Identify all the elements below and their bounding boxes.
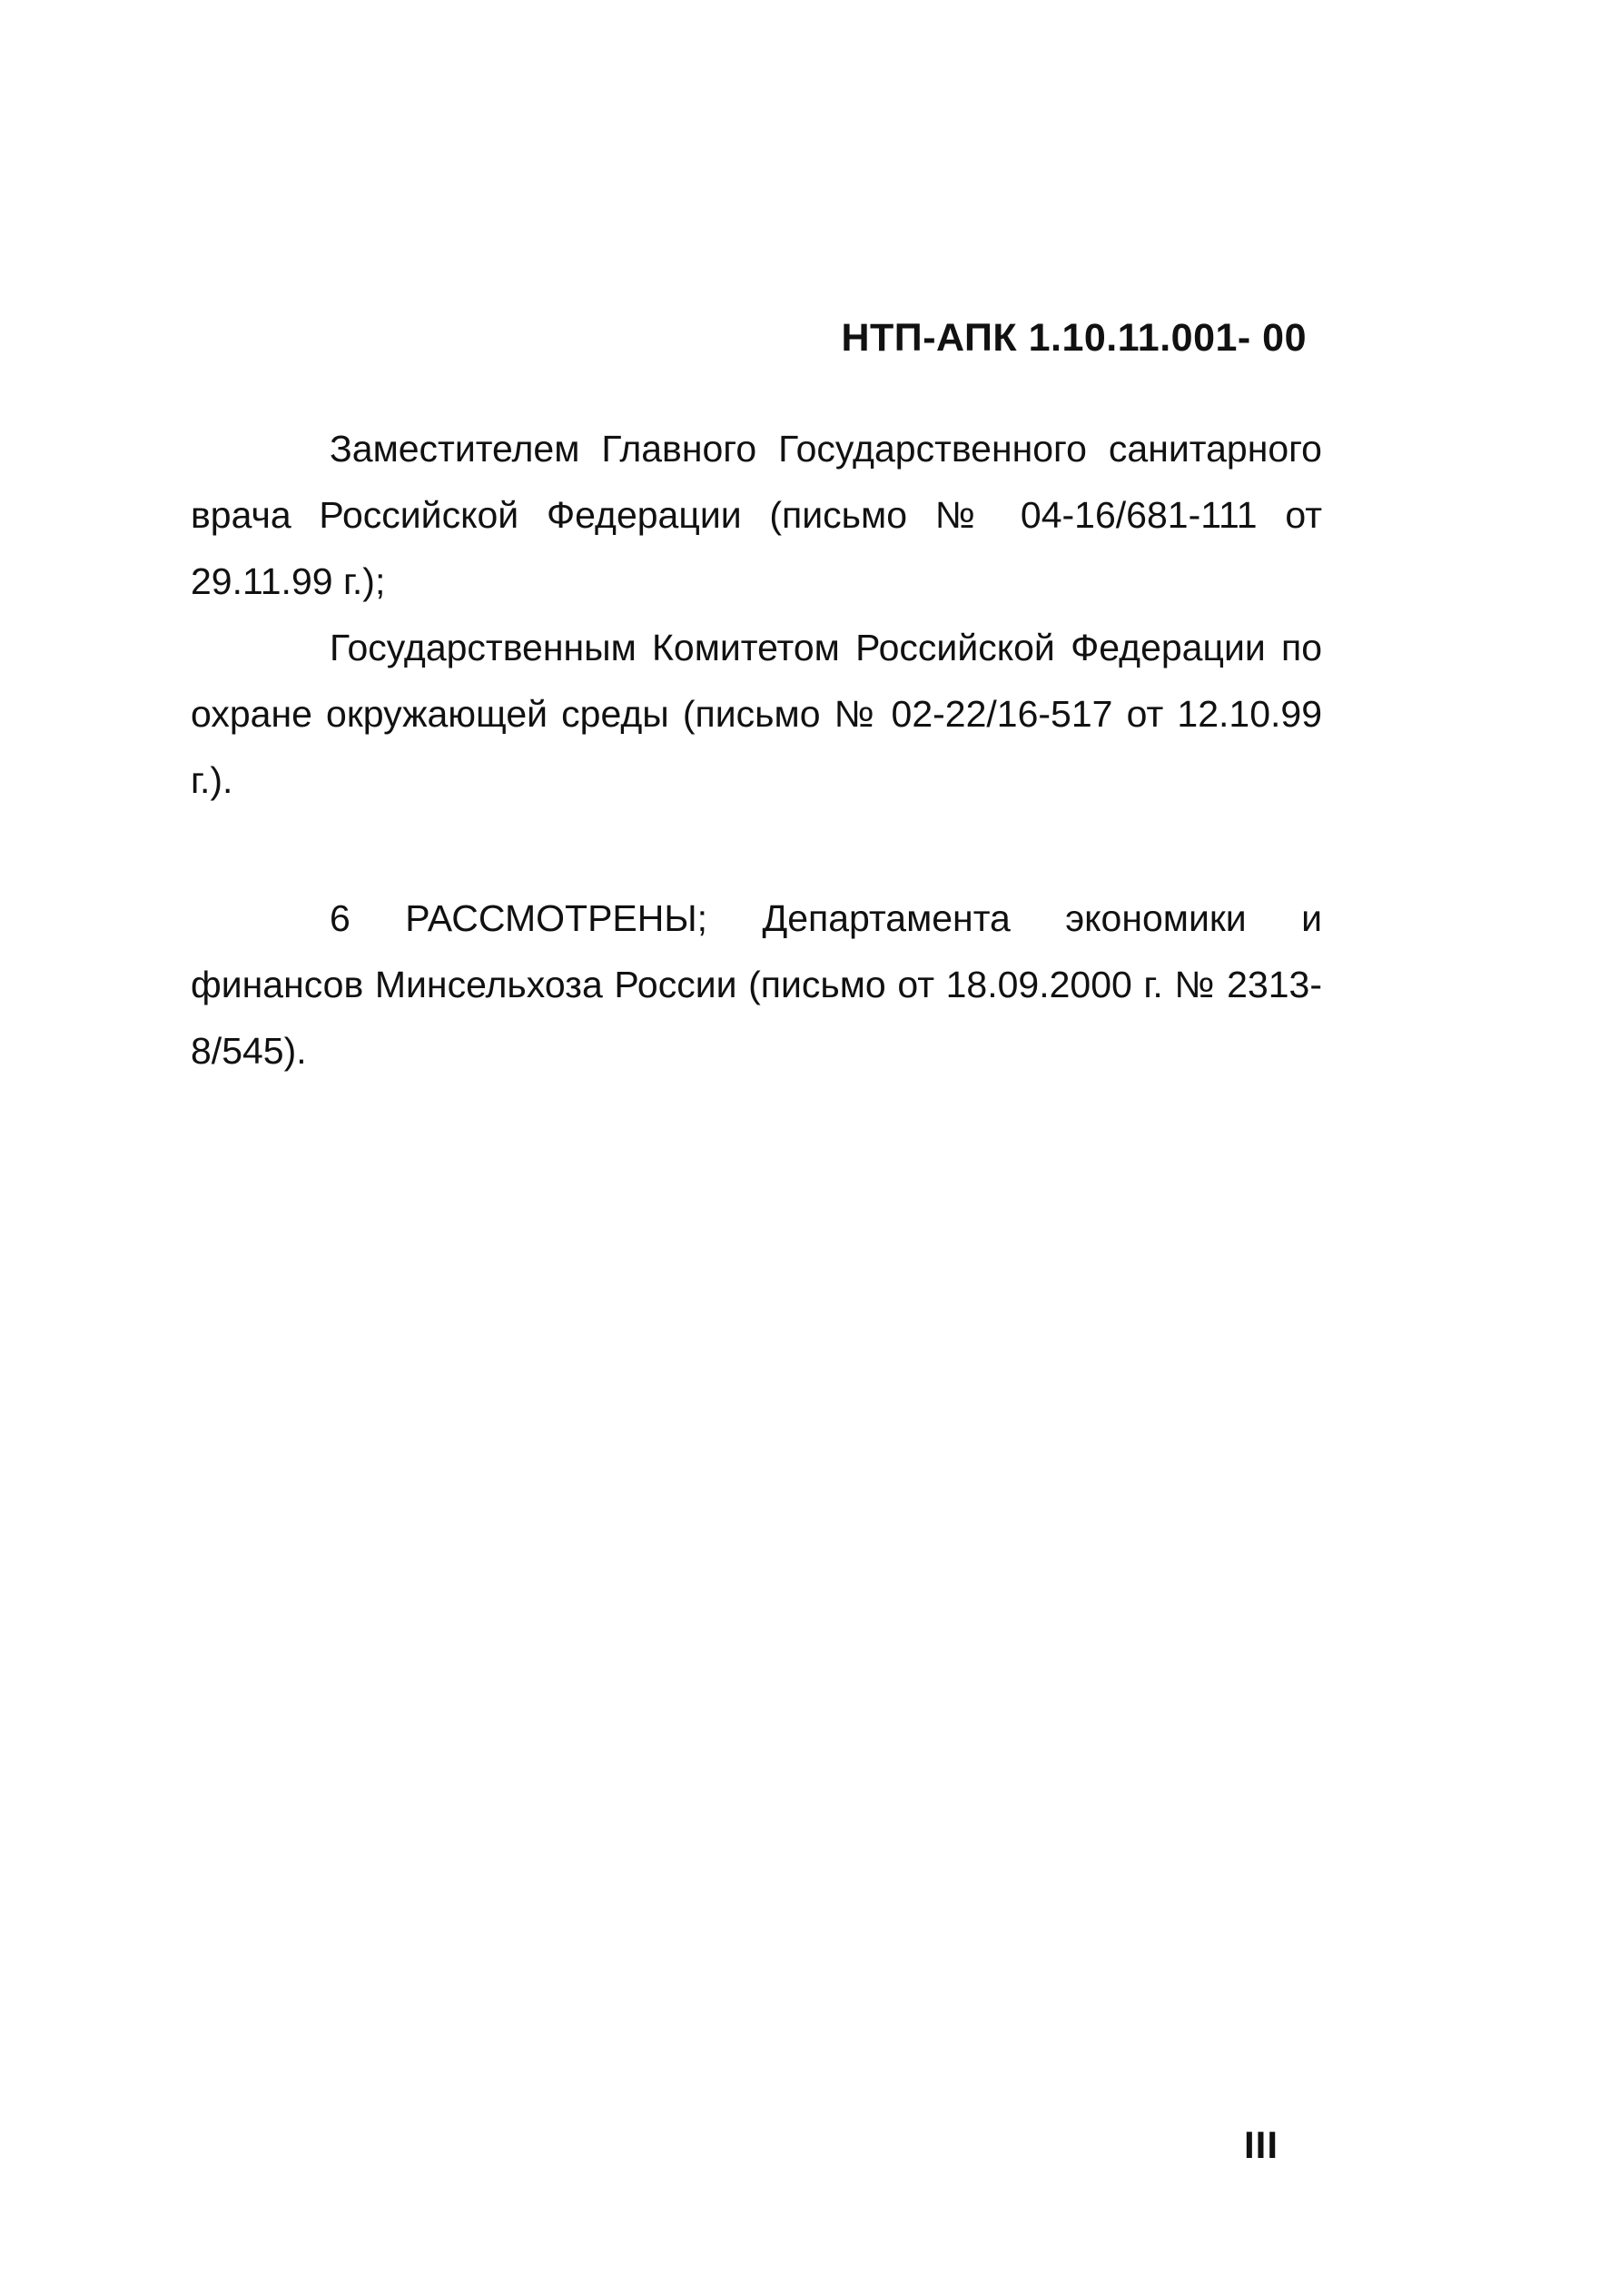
- page-number: III: [1244, 2123, 1279, 2166]
- approvals-block: [191, 416, 1322, 814]
- approval-paragraph-sanitary: Заместителем Главного Государственного санитарного врача Российской Федерации (письмо № 04-16/681-111 от 29.11.99 г.);: [191, 428, 1322, 602]
- reviewed-paragraph: 6 РАССМОТРЕНЫ; Департамента экономики и финансов Минсельхоза России (письмо от 18.09.2000 г. № 2313-8/545).: [191, 897, 1322, 1072]
- document-code: НТП-АПК 1.10.11.001- 00: [841, 316, 1307, 360]
- reviewed-block: [191, 886, 1322, 1084]
- approval-paragraph-environment: Государственным Комитетом Российской Федерации по охране окружающей среды (письмо № 02-22/16-517 от 12.10.99 г.).: [191, 627, 1322, 801]
